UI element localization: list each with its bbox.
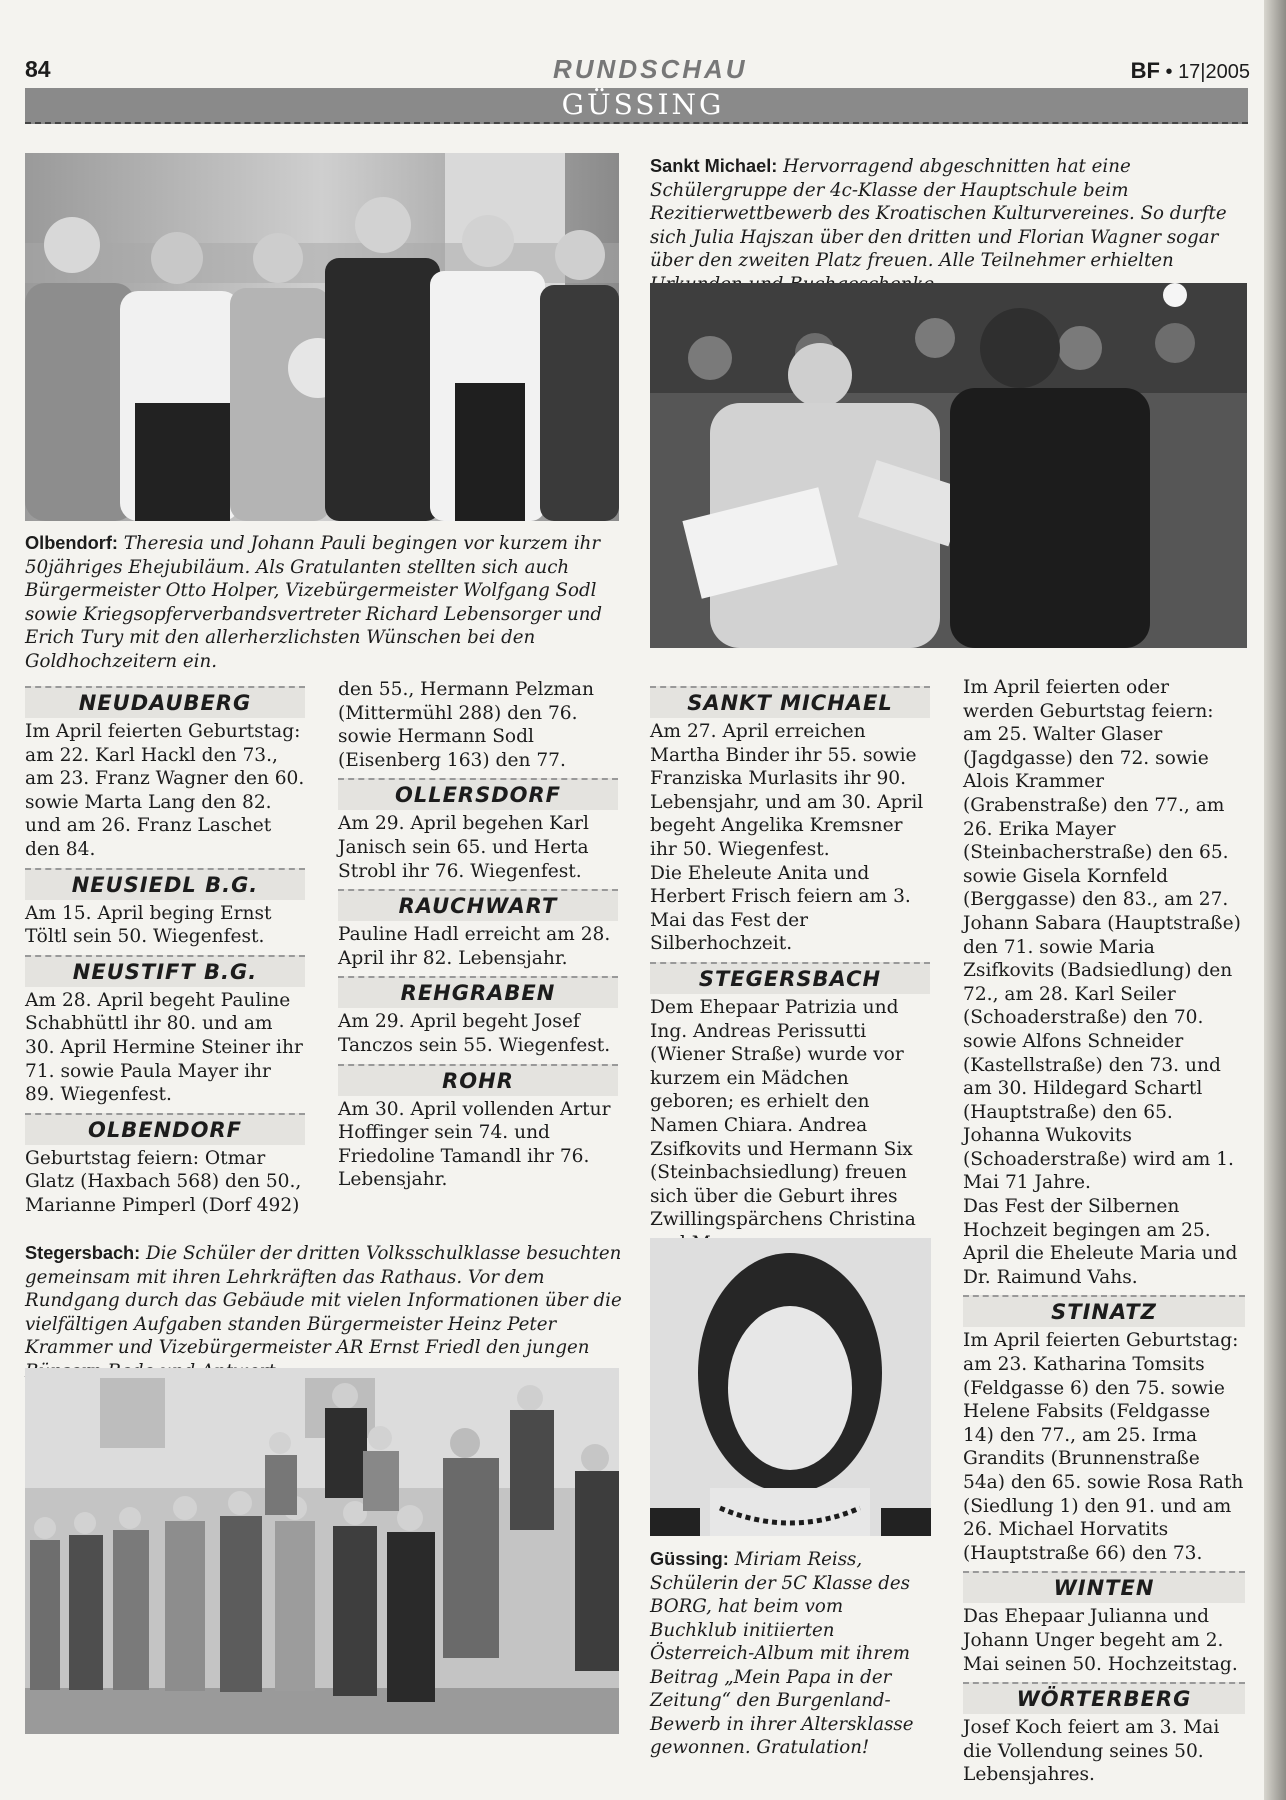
section-text-olbendorf-continued: den 55., Hermann Pelzman (Mittermühl 288) den 76. sowie Hermann Sodl (Eisenberg 163) den 77. [338,679,594,771]
column-3 [650,686,930,1255]
issue-number: 17|2005 [1178,61,1250,83]
section-text-sankt-michael: Am 27. April erreichen Martha Binder ihr 55. sowie Franziska Murlasits ihr 90. Lebensjahr, und am 30. April begeht Angelika Kremsner ihr 50. Wiegenfest. [650,721,924,860]
issue-brand: BF [1130,58,1160,83]
caption-guessing-text: Miriam Reiss, Schülerin der 5C Klasse des BORG, hat beim vom Buchklub initiierten Österreich-Album mit ihrem Beitrag „Mein Papa in der Zeitung“ den Burgenland-Bewerb in ihrer Altersklasse gewonnen. Gratulation! [650,1549,914,1758]
column-4 [963,676,1245,1787]
section-heading-rehgraben: REHGRABEN [338,976,618,1008]
section-heading-ollersdorf: OLLERSDORF [338,778,618,810]
photo-olbendorf-group [25,153,619,521]
page-number: 84 [25,56,51,82]
section-heading-woerterberg: WÖRTERBERG [963,1682,1245,1714]
section-heading-winten: WINTEN [963,1571,1245,1603]
section-heading-neudauberg: NEUDAUBERG [25,686,305,718]
caption-guessing-place: Güssing: [650,1549,729,1569]
photo-sankt-michael-recital [650,283,1247,648]
section-heading-stegersbach: STEGERSBACH [650,962,930,994]
photo-miriam-reiss-portrait [650,1238,931,1536]
section-text-neustift: Am 28. April begeht Pauline Schabhüttl ihr 80. und am 30. April Hermine Steiner ihr 71. sowie Paula Mayer ihr 89. Wiegenfest. [25,989,303,1106]
caption-guessing [650,1548,935,1760]
section-heading-rauchwart: RAUCHWART [338,889,618,921]
section-text-stinatz: Im April feierten Geburtstag: am 23. Katharina Tomsits (Feldgasse 6) den 75. sowie Helene Fabsits (Feldgasse 14) den 77., am 25. Irma Grandits (Brunnenstraße 54a) den 65. sowie Rosa Rath (Siedlung 1) den 91. und am 26. Michael Horvatits (Hauptstraße 66) den 73. [963,1330,1244,1564]
issue-separator: • [1165,61,1173,83]
section-text-sankt-michael-wedding: Die Eheleute Anita und Herbert Frisch feiern am 3. Mai das Fest der Silberhochzeit. [650,862,911,955]
masthead-title: RUNDSCHAU [553,54,748,84]
section-text-rauchwart: Pauline Hadl erreicht am 28. April ihr 82. Lebensjahr. [338,924,611,969]
section-text-winten: Das Ehepaar Julianna und Johann Unger begeht am 2. Mai seinen 50. Hochzeitstag. [963,1606,1238,1675]
caption-sankt-michael [650,155,1250,296]
caption-olbendorf-text: Theresia und Johann Pauli begingen vor kurzem ihr 50jähriges Ehejubiläum. Als Gratulanten stellten sich auch Bürgermeister Otto Holper, Vizebürgermeister Wolfgang Sodl sowie Kriegsopferverbandsvertreter Richard Lebensorger und Erich Tury mit den allerherzlichsten Wünschen bei den Goldhochzeitern ein. [25,533,603,672]
photo-stegersbach-class [25,1368,619,1734]
section-text-neudauberg: Im April feierten Geburtstag: am 22. Karl Hackl den 73., am 23. Franz Wagner den 60. sowie Marta Lang den 82. und am 26. Franz Laschet den 84. [25,721,305,860]
section-text-rehgraben: Am 29. April begeht Josef Tanczos sein 55. Wiegenfest. [338,1011,611,1056]
column-1 [25,686,305,1218]
region-title: GÜSSING [561,88,725,121]
section-heading-stinatz: STINATZ [963,1295,1245,1327]
section-heading-rohr: ROHR [338,1064,618,1096]
page-edge-shadow [1264,0,1286,1800]
section-heading-neusiedl: NEUSIEDL B.G. [25,868,305,900]
section-text-stegersbach-silver-wedding: Das Fest der Silbernen Hochzeit begingen am 25. April die Eheleute Maria und Dr. Raimund Vahs. [963,1196,1238,1288]
section-text-neusiedl: Am 15. April beging Ernst Töltl sein 50. Wiegenfest. [25,902,272,948]
section-text-ollersdorf: Am 29. April begehen Karl Janisch sein 65. und Herta Strobl ihr 76. Wiegenfest. [338,813,589,882]
section-heading-neustift: NEUSTIFT B.G. [25,955,305,987]
caption-sankt-michael-place: Sankt Michael: [650,156,778,176]
caption-stegersbach-place: Stegersbach: [25,1243,141,1263]
caption-stegersbach-text: Die Schüler der dritten Volksschulklasse besuchten gemeinsam mit ihren Lehrkräften das Rathaus. Vor dem Rundgang durch das Gebäude mit vielen Informationen über die vielfältigen Aufgaben standen Bürgermeister Heinz Peter Krammer und Vizebürgermeister AR Ernst Friedl den jungen [25,1243,622,1358]
caption-olbendorf-place: Olbendorf: [25,533,118,553]
column-2 [338,678,618,1192]
issue-info [1131,58,1250,84]
section-text-stegersbach: Dem Ehepaar Patrizia und Ing. Andreas Perissutti (Wiener Straße) wurde vor kurzem ein Mädchen geboren; es erhielt den Namen Chiara. Andrea Zsifkovits und Hermann Six (Steinbachsiedlung) freuen sich über die Geburt ihres Zwillingspärchens Christina [650,996,916,1231]
section-text-stegersbach-birthdays: Im April feierten oder werden Geburtstag feiern: am 25. Walter Glaser (Jagdgasse) den 72. sowie Alois Krammer (Grabenstraße) den 77., am 26. Erika Mayer (Steinbacherstraße) den 65. sowie Gisela Kornfeld (Berggasse) den 83., am 27. Johann Sabara (Hauptstraße) den 71. sowie Maria Zsifkovits (Badsiedlung) den 72., am 28. Karl Seiler (Schoaderstraße) den 70. sowie Alfons Schneider (Kastellstraße) den 73. und am 30. Hildegard Schartl (Hauptstraße) den 65. Johanna Wukovits (Schoaderstraße) wird am 1. Mai 71 Jahre. [963,677,1241,1194]
section-heading-olbendorf: OLBENDORF [25,1113,305,1145]
section-text-woerterberg: Josef Koch feiert am 3. Mai die Vollendung seines 50. Lebensjahres. [963,1717,1220,1786]
caption-stegersbach [25,1242,623,1383]
section-text-olbendorf: Geburtstag feiern: Otmar Glatz (Haxbach 568) den 50., Marianne Pimperl (Dorf 492) [25,1147,302,1216]
caption-olbendorf [25,532,625,673]
caption-sankt-michael-text: Hervorragend abgeschnitten hat eine Schülergruppe der 4c-Klasse der Hauptschule beim Rezitierwettbewerb des Kroatischen Kulturvereines. So durfte sich Julia Hajszan über den dritten und Florian Wagner sogar über den zweiten Platz freuen. Alle Teilnehmer erhielten [650,156,1227,271]
section-heading-sankt-michael: SANKT MICHAEL [650,686,930,718]
section-text-rohr: Am 30. April vollenden Artur Hoffinger sein 74. und Friedoline Tamandl ihr 76. Lebensjahr. [338,1098,611,1191]
